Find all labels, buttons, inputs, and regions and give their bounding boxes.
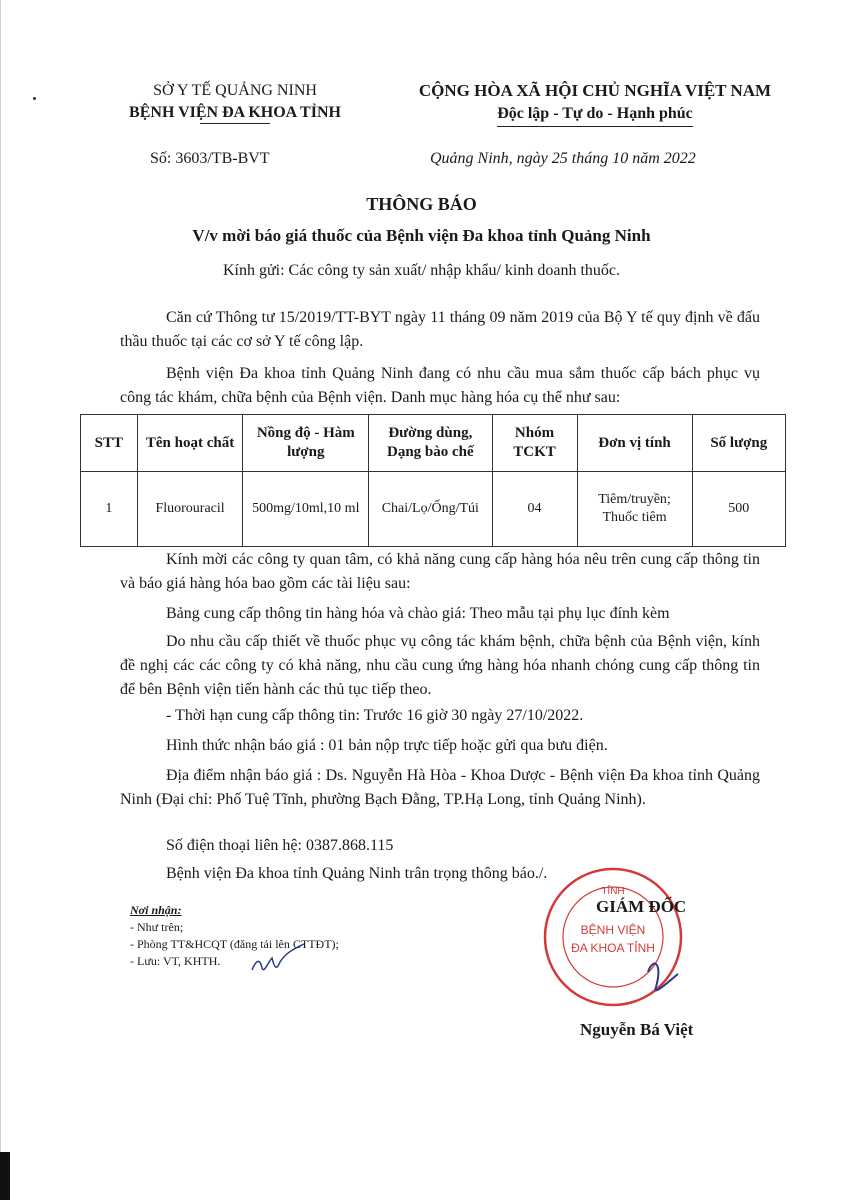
document-title: THÔNG BÁO xyxy=(366,194,477,214)
body-paragraph-closing: Bệnh viện Đa khoa tỉnh Quảng Ninh trân trọng thông báo./. xyxy=(166,865,548,882)
cell-quantity: 500 xyxy=(692,472,785,547)
col-group: Nhóm TCKT xyxy=(492,415,577,472)
recipient-item: - Lưu: VT, KHTH. xyxy=(130,954,221,968)
seal-line1: BỆNH VIỆN xyxy=(580,923,646,937)
signer-title: GIÁM ĐỐC xyxy=(596,897,687,916)
official-seal xyxy=(538,862,688,1012)
body-paragraph-2: Bảng cung cấp thông tin hàng hóa và chào giá: Theo mẫu tại phụ lục đính kèm xyxy=(166,605,670,622)
cell-active-ingredient: Fluorouracil xyxy=(137,472,243,547)
cell-stt: 1 xyxy=(81,472,138,547)
col-stt: STT xyxy=(81,415,138,472)
body-paragraph-method: Hình thức nhận báo giá : 01 bản nộp trực tiếp hoặc gửi qua bưu điện. xyxy=(166,737,608,754)
cell-group: 04 xyxy=(492,472,577,547)
scan-dot xyxy=(33,97,36,100)
nation-title: CỘNG HÒA XÃ HỘI CHỦ NGHĨA VIỆT NAM xyxy=(418,81,772,100)
recipient-item: - Như trên; xyxy=(130,920,184,934)
items-table xyxy=(80,414,786,547)
seal-line2: ĐA KHOA TỈNH xyxy=(571,941,655,955)
body-paragraph-1: Kính mời các công ty quan tâm, có khả năng cung cấp hàng hóa nêu trên cung cấp thông tin và báo giá hàng hóa bao gồm các tài liệu sau: xyxy=(120,551,760,592)
scan-edge-line xyxy=(0,0,1,1200)
col-route-form: Đường dùng, Dạng bào chế xyxy=(369,415,492,472)
nation-block xyxy=(390,80,800,127)
greeting: Kính gửi: Các công ty sản xuất/ nhập khẩu/ kinh doanh thuốc. xyxy=(222,262,621,279)
issuer-block xyxy=(100,80,370,124)
col-quantity: Số lượng xyxy=(692,415,785,472)
col-concentration: Nồng độ - Hàm lượng xyxy=(243,415,369,472)
intro-paragraph-1: Căn cứ Thông tư 15/2019/TT-BYT ngày 11 tháng 09 năm 2019 của Bộ Y tế quy định về đấu thầu thuốc tại các cơ sở Y tế công lập. xyxy=(120,309,760,350)
body-paragraph-location: Địa điểm nhận báo giá : Ds. Nguyễn Hà Hòa - Khoa Dược - Bệnh viện Đa khoa tỉnh Quảng Ninh (Đại chỉ: Phố Tuệ Tĩnh, phường Bạch Đằng, TP.Hạ Long, tỉnh Quảng Ninh). xyxy=(120,767,760,808)
initials-signature xyxy=(248,940,308,980)
cell-route-form: Chai/Lọ/Ống/Túi xyxy=(369,472,492,547)
document-subject: V/v mời báo giá thuốc của Bệnh viện Đa khoa tỉnh Quảng Ninh xyxy=(192,226,651,245)
cell-concentration: 500mg/10ml,10 ml xyxy=(243,472,369,547)
document-date: Quảng Ninh, ngày 25 tháng 10 năm 2022 xyxy=(430,150,696,167)
body-paragraph-3: Do nhu cầu cấp thiết về thuốc phục vụ công tác khám bệnh, chữa bệnh của Bệnh viện, kính đề nghị các các công ty có khả năng, nhu cầu cung ứng hàng hóa nhanh chóng cung cấp thông tin để bên Bệnh viện tiến hành các thủ tục tiếp theo. xyxy=(120,633,760,698)
document-number: Số: 3603/TB-BVT xyxy=(150,150,270,167)
scan-edge-bar xyxy=(0,1152,10,1200)
table-header-row xyxy=(81,415,786,472)
body-paragraph-deadline: - Thời hạn cung cấp thông tin: Trước 16 giờ 30 ngày 27/10/2022. xyxy=(166,707,584,724)
issuer-hospital: BỆNH VIỆN ĐA KHOA TỈNH xyxy=(129,104,341,121)
signer-name: Nguyễn Bá Việt xyxy=(580,1020,694,1039)
recipient-item: - Phòng TT&HCQT (đăng tải lên CTTĐT); xyxy=(130,937,339,951)
col-active-ingredient: Tên hoạt chất xyxy=(137,415,243,472)
nation-motto: Độc lập - Tự do - Hạnh phúc xyxy=(497,103,693,127)
body-paragraph-phone: Số điện thoại liên hệ: 0387.868.115 xyxy=(166,837,394,854)
recipients-heading: Nơi nhận: xyxy=(130,903,182,917)
issuer-department: SỞ Y TẾ QUẢNG NINH xyxy=(153,82,317,99)
intro-paragraph-2: Bệnh viện Đa khoa tỉnh Quảng Ninh đang có nhu cầu mua sắm thuốc cấp bách phục vụ công tác khám, chữa bệnh của Bệnh viện. Danh mục hàng hóa cụ thể như sau: xyxy=(120,365,760,406)
cell-unit: Tiêm/truyền; Thuốc tiêm xyxy=(577,472,692,547)
issuer-underline xyxy=(200,123,270,124)
seal-top-text: TỈNH xyxy=(601,886,625,897)
table-row xyxy=(81,472,786,547)
col-unit: Đơn vị tính xyxy=(577,415,692,472)
